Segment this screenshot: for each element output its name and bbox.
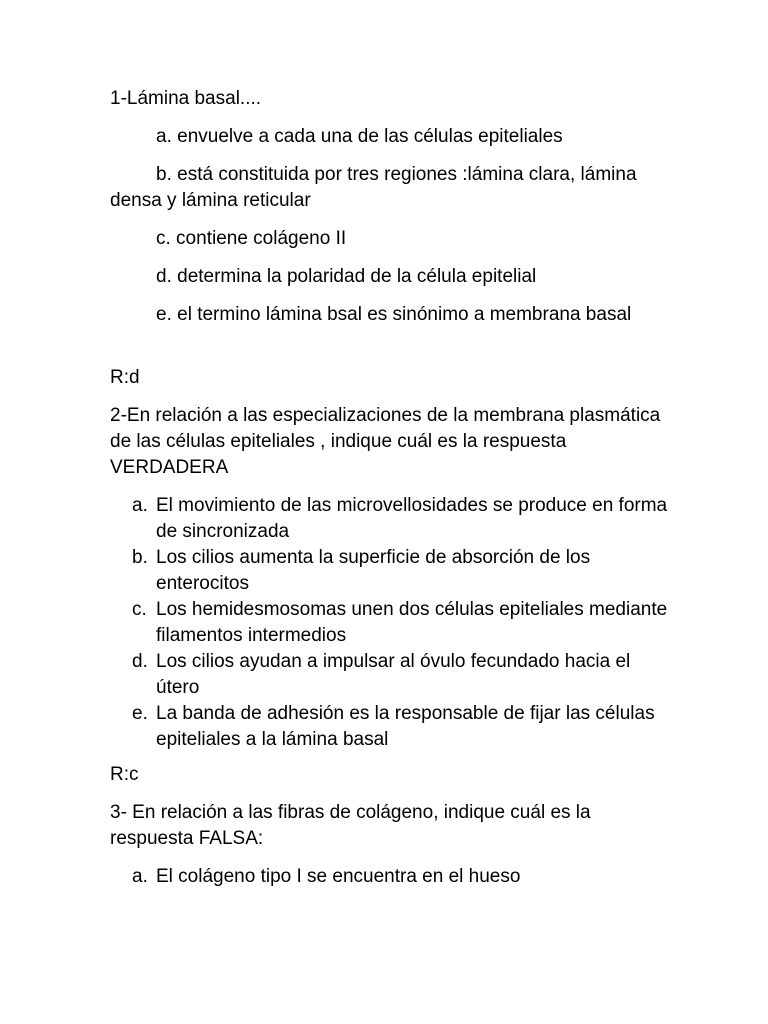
question-2-option-b [110,545,670,597]
option-text: El colágeno tipo I se encuentra en el hueso [156,866,521,887]
question-2-stem: 2-En relación a las especializaciones de la membrana plasmática de las células epiteliales , indique cuál es la respuesta VERDADERA [110,405,661,478]
option-letter: d. [132,651,148,672]
option-letter: e. [132,703,148,724]
question-2-answer: R:c [110,764,139,785]
option-text: Los cilios ayudan a impulsar al óvulo fecundado hacia el útero [156,651,631,698]
question-2-option-a [110,493,670,545]
question-1-option-e: e. el termino lámina bsal es sinónimo a membrana basal [156,304,632,325]
question-1-answer: R:d [110,367,140,388]
option-letter: c. [132,599,147,620]
question-1-option-d: d. determina la polaridad de la célula epitelial [156,266,537,287]
option-text: Los cilios aumenta la superficie de absorción de los enterocitos [156,547,591,594]
option-letter: a. [132,866,148,887]
question-2-option-c [110,597,670,649]
question-3-options [110,864,670,890]
question-2-options [110,493,670,753]
question-1-option-b: b. está constituida por tres regiones :lámina clara, lámina densa y lámina reticular [110,164,637,211]
option-letter: a. [132,495,148,516]
option-text: La banda de adhesión es la responsable de fijar las células epiteliales a la lámina basal [156,703,655,750]
option-text: El movimiento de las microvellosidades se produce en forma de sincronizada [156,495,668,542]
question-1-option-a: a. envuelve a cada una de las células epiteliales [156,126,563,147]
question-2-option-e [110,701,670,753]
question-3-option-a [110,864,670,890]
question-3-stem: 3- En relación a las fibras de colágeno, indique cuál es la respuesta FALSA: [110,802,591,849]
question-1-stem: 1-Lámina basal.... [110,88,262,109]
question-2-option-d [110,649,670,701]
question-1-option-c: c. contiene colágeno II [156,228,347,249]
option-letter: b. [132,547,148,568]
option-text: Los hemidesmosomas unen dos células epiteliales mediante filamentos intermedios [156,599,668,646]
